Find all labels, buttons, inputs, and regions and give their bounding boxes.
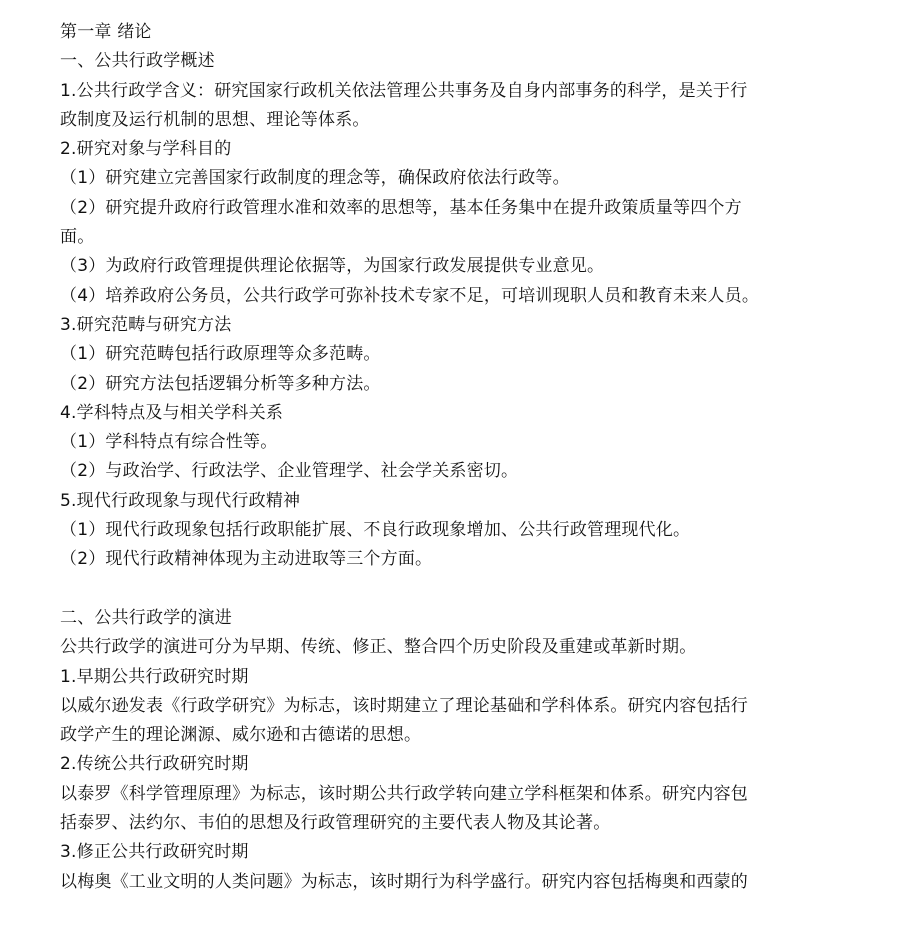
sub-item: （2）现代行政精神体现为主动进取等三个方面。: [60, 549, 433, 570]
document-body: [60, 18, 850, 897]
item-title: 3.研究范畴与研究方法: [60, 314, 232, 335]
paragraph-line: 以威尔逊发表《行政学研究》为标志，该时期建立了理论基础和学科体系。研究内容包括行: [60, 695, 748, 716]
paragraph-line: 政制度及运行机制的思想、理论等体系。: [60, 109, 370, 130]
section-title: 二、公共行政学的演进: [60, 607, 232, 628]
paragraph-line: 面。: [60, 227, 95, 248]
paragraph-line: 以泰罗《科学管理原理》为标志，该时期公共行政学转向建立学科框架和体系。研究内容包: [60, 783, 748, 804]
sub-item: （1）现代行政现象包括行政职能扩展、不良行政现象增加、公共行政管理现代化。: [60, 520, 691, 541]
paragraph-line: 括泰罗、法约尔、韦伯的思想及行政管理研究的主要代表人物及其论著。: [60, 813, 611, 834]
paragraph-line: 1.公共行政学含义：研究国家行政机关依法管理公共事务及自身内部事务的科学，是关于行: [60, 80, 748, 101]
sub-item: （2）研究提升政府行政管理水准和效率的思想等，基本任务集中在提升政策质量等四个方: [60, 197, 742, 218]
item-title: 4.学科特点及与相关学科关系: [60, 402, 284, 423]
sub-item: （1）研究建立完善国家行政制度的理念等，确保政府依法行政等。: [60, 168, 570, 189]
paragraph-line: 政学产生的理论渊源、威尔逊和古德诺的思想。: [60, 725, 422, 746]
blank-line: [60, 575, 850, 604]
paragraph-line: 以梅奥《工业文明的人类问题》为标志，该时期行为科学盛行。研究内容包括梅奥和西蒙的: [60, 871, 748, 892]
chapter-title: 第一章 绪论: [60, 22, 152, 42]
item-title: 3.修正公共行政研究时期: [60, 842, 249, 863]
sub-item: （1）研究范畴包括行政原理等众多范畴。: [60, 344, 381, 365]
sub-item: （2）研究方法包括逻辑分析等多种方法。: [60, 373, 381, 394]
sub-item: （1）学科特点有综合性等。: [60, 432, 278, 453]
sub-item: （3）为政府行政管理提供理论依据等，为国家行政发展提供专业意见。: [60, 256, 605, 277]
item-title: 2.研究对象与学科目的: [60, 139, 232, 160]
sub-item: （2）与政治学、行政法学、企业管理学、社会学关系密切。: [60, 461, 519, 482]
paragraph-line: 公共行政学的演进可分为早期、传统、修正、整合四个历史阶段及重建或革新时期。: [60, 637, 697, 658]
item-title: 2.传统公共行政研究时期: [60, 754, 249, 775]
item-title: 5.现代行政现象与现代行政精神: [60, 490, 301, 511]
item-title: 1.早期公共行政研究时期: [60, 666, 249, 687]
section-title: 一、公共行政学概述: [60, 51, 215, 72]
sub-item: （4）培养政府公务员，公共行政学可弥补技术专家不足，可培训现职人员和教育未来人员。: [60, 285, 760, 306]
